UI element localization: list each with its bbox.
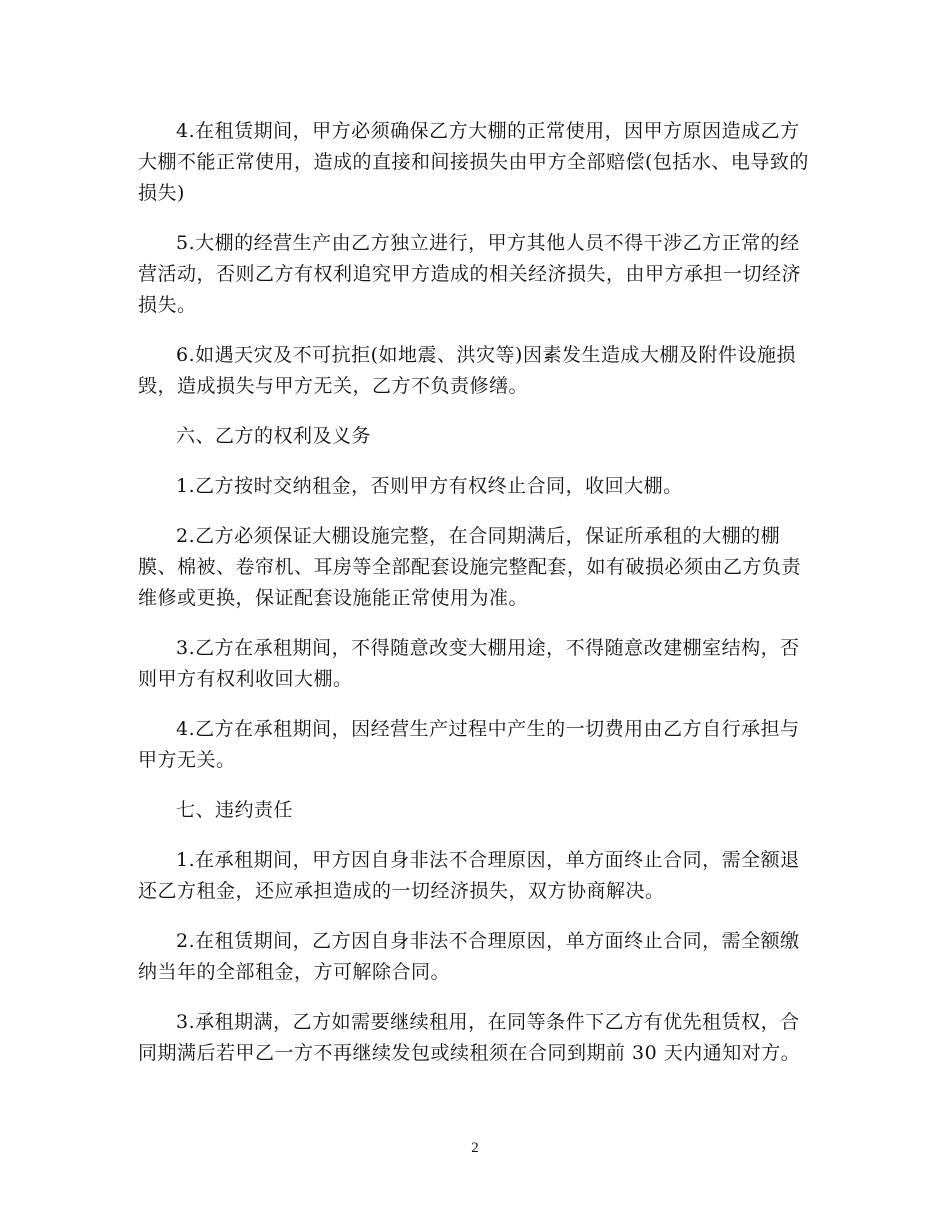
clause-6-1: 1.乙方按时交纳租金，否则甲方有权终止合同，收回大棚。: [176, 475, 683, 497]
clause-5-4: 4.在租赁期间，甲方必须确保乙方大棚的正常使用，因甲方原因造成乙方大棚不能正常使用，造成的直接和间接损失由甲方全部赔偿(包括水、电导致的损失): [138, 120, 809, 204]
clause-6-2: 2.乙方必须保证大棚设施完整，在合同期满后，保证所承租的大棚的棚膜、棉被、卷帘机、耳房等全部配套设施完整配套，如有破损必须由乙方负责维修或更换，保证配套设施能正常使用为准。: [138, 525, 802, 609]
clause-7-2: 2.在租赁期间，乙方因自身非法不合理原因，单方面终止合同，需全额缴纳当年的全部租金，方可解除合同。: [138, 930, 800, 983]
clause-5-6: 6.如遇天灾及不可抗拒(如地震、洪灾等)因素发生造成大棚及附件设施损毁，造成损失与甲方无关，乙方不负责修缮。: [138, 344, 796, 397]
clause-7-3: 3.承租期满，乙方如需要继续租用，在同等条件下乙方有优先租赁权，合同期满后若甲乙一方不再继续发包或续租须在合同到期前 30 天内通知对方。: [138, 1011, 801, 1064]
clause-7-1: 1.在承租期间，甲方因自身非法不合理原因，单方面终止合同，需全额退还乙方租金，还应承担造成的一切经济损失，双方协商解决。: [138, 849, 800, 902]
document-body: [138, 116, 810, 1088]
page-number: 2: [471, 1140, 479, 1156]
section-heading-7: 七、违约责任: [176, 799, 294, 821]
clause-6-4: 4.乙方在承租期间，因经营生产过程中产生的一切费用由乙方自行承担与甲方无关。: [138, 718, 800, 771]
section-heading-6: 六、乙方的权利及义务: [176, 425, 372, 447]
clause-5-5: 5.大棚的经营生产由乙方独立进行，甲方其他人员不得干涉乙方正常的经营活动，否则乙方有权利追究甲方造成的相关经济损失，由甲方承担一切经济损失。: [138, 232, 802, 316]
clause-6-3: 3.乙方在承租期间，不得随意改变大棚用途，不得随意改建棚室结构，否则甲方有权利收回大棚。: [138, 637, 800, 690]
